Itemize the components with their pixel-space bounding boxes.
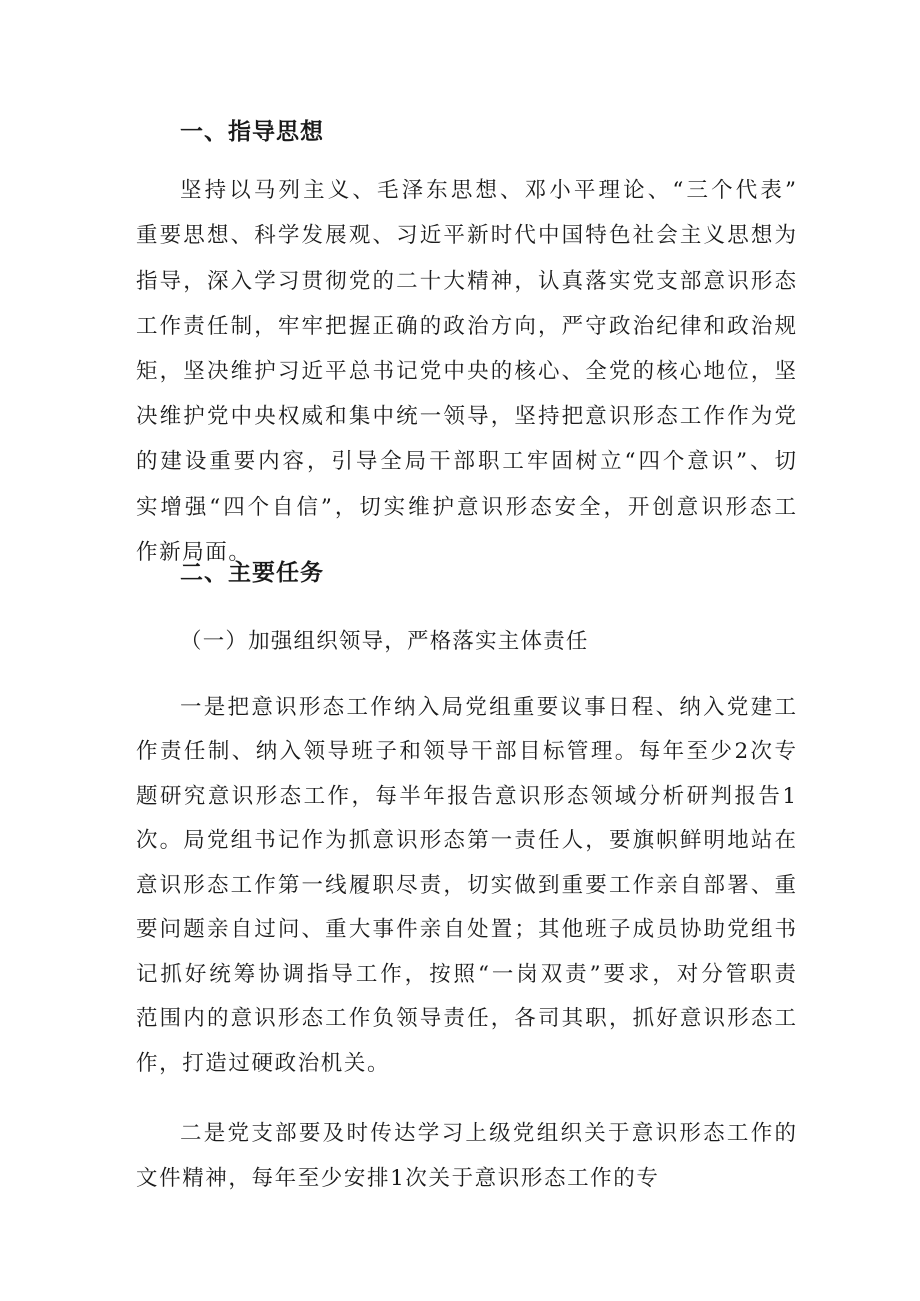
text-line: 指导，深入学习贯彻党的二十大精神，认真落实党支部意识形态 [136, 269, 796, 294]
section-heading-guiding-ideology: 一、指导思想 [180, 119, 324, 145]
text-line: 作，打造过硬政治机关。 [136, 1051, 391, 1076]
text-line: 坚持以马列主义、毛泽东思想、邓小平理论、“三个代表” [180, 178, 796, 203]
text-line: 文件精神，每年至少安排1次关于意识形态工作的专 [136, 1166, 660, 1191]
text-line: 题研究意识形态工作，每半年报告意识形态领域分析研判报告1 [136, 784, 796, 809]
text-line: 次。局党组书记作为抓意识形态第一责任人，要旗帜鲜明地站在 [136, 828, 796, 853]
text-line: 一是把意识形态工作纳入局党组重要议事日程、纳入党建工 [180, 695, 796, 720]
text-line: 重要思想、科学发展观、习近平新时代中国特色社会主义思想为 [136, 223, 796, 248]
section-heading-main-tasks: 二、主要任务 [180, 560, 324, 586]
text-line: 工作责任制，牢牢把握正确的政治方向，严守政治纪律和政治规 [136, 314, 796, 339]
text-line: 记抓好统筹协调指导工作，按照“一岗双责”要求，对分管职责 [136, 962, 796, 987]
text-line: 作新局面。 [136, 540, 252, 565]
text-line: 范围内的意识形态工作负领导责任，各司其职，抓好意识形态工 [136, 1006, 796, 1031]
text-line: 作责任制、纳入领导班子和领导干部目标管理。每年至少2次专 [136, 739, 796, 764]
subsection-heading: （一）加强组织领导，严格落实主体责任 [180, 629, 589, 654]
text-line: 要问题亲自过问、重大事件亲自处置；其他班子成员协助党组书 [136, 917, 796, 942]
text-line: 的建设重要内容，引导全局干部职工牢固树立“四个意识”、切 [136, 449, 796, 474]
text-line: 意识形态工作第一线履职尽责，切实做到重要工作亲自部署、重 [136, 873, 796, 898]
text-line: 二是党支部要及时传达学习上级党组织关于意识形态工作的 [180, 1121, 796, 1146]
text-line: 决维护党中央权威和集中统一领导，坚持把意识形态工作作为党 [136, 404, 796, 429]
text-line: 矩，坚决维护习近平总书记党中央的核心、全党的核心地位，坚 [136, 359, 796, 384]
text-line: 实增强“四个自信”，切实维护意识形态安全，开创意识形态工 [136, 495, 796, 520]
